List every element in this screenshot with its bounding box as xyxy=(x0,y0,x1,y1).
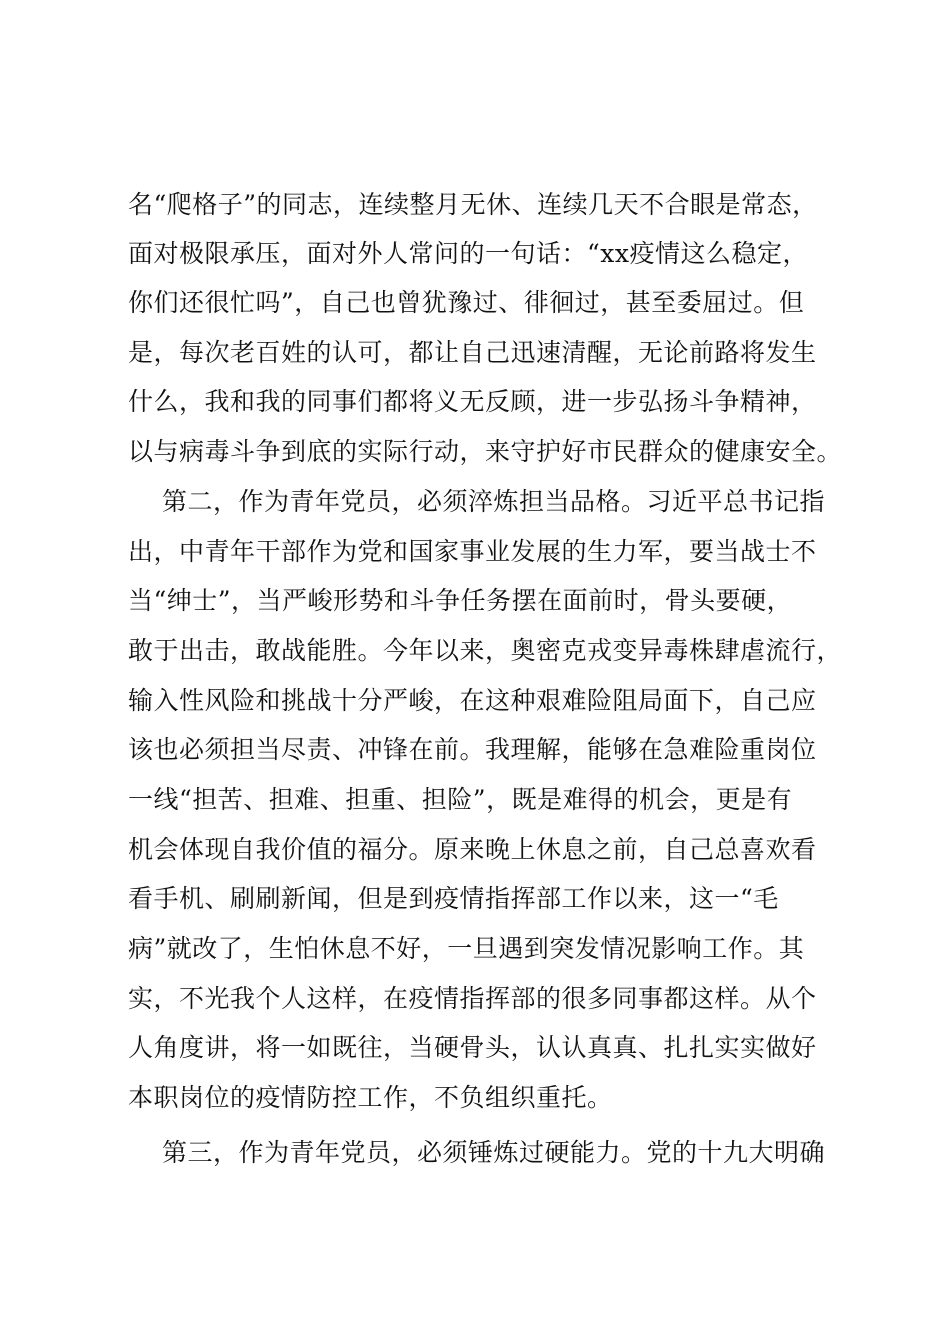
text-line: 你们还很忙吗”，自己也曾犹豫过、徘徊过，甚至委屈过。但 xyxy=(128,288,805,317)
text-line: 是，每次老百姓的认可，都让自己迅速清醒，无论前路将发生 xyxy=(128,338,817,367)
text-line: 输入性风险和挑战十分严峻，在这种艰难险阻局面下，自己应 xyxy=(128,686,817,715)
text-line: 敢于出击，敢战能胜。今年以来，奥密克戎变异毒株肆虐流行， xyxy=(128,636,843,665)
text-line: 机会体现自我价值的福分。原来晚上休息之前，自己总喜欢看 xyxy=(128,835,817,864)
text-line: 该也必须担当尽责、冲锋在前。我理解，能够在急难险重岗位 xyxy=(128,735,817,764)
text-line: 实，不光我个人这样，在疫情指挥部的很多同事都这样。从个 xyxy=(128,984,817,1013)
text-line: 本职岗位的疫情防控工作，不负组织重托。 xyxy=(128,1083,613,1112)
paragraph-start-line: 第二，作为青年党员，必须淬炼担当品格。习近平总书记指 xyxy=(162,487,826,516)
text-line: 面对极限承压，面对外人常问的一句话：“xx疫情这么稳定， xyxy=(128,239,808,268)
text-line: 以与病毒斗争到底的实际行动，来守护好市民群众的健康安全。 xyxy=(128,437,843,466)
paragraph-start-line: 第三，作为青年党员，必须锤炼过硬能力。党的十九大明确 xyxy=(162,1138,826,1167)
text-line: 什么，我和我的同事们都将义无反顾，进一步弘扬斗争精神， xyxy=(128,387,817,416)
text-line: 名“爬格子”的同志，连续整月无休、连续几天不合眼是常态， xyxy=(128,190,818,219)
text-line: 看手机、刷刷新闻，但是到疫情指挥部工作以来，这一“毛 xyxy=(128,884,779,913)
text-line: 当“绅士”，当严峻形势和斗争任务摆在面前时，骨头要硬， xyxy=(128,586,793,615)
text-line: 病”就改了，生怕休息不好，一旦遇到突发情况影响工作。其 xyxy=(128,934,805,963)
text-line: 出，中青年干部作为党和国家事业发展的生力军，要当战士不 xyxy=(128,537,817,566)
text-line: 人角度讲，将一如既往，当硬骨头，认认真真、扎扎实实做好 xyxy=(128,1033,817,1062)
text-line: 一线“担苦、担难、担重、担险”，既是难得的机会，更是有 xyxy=(128,785,793,814)
